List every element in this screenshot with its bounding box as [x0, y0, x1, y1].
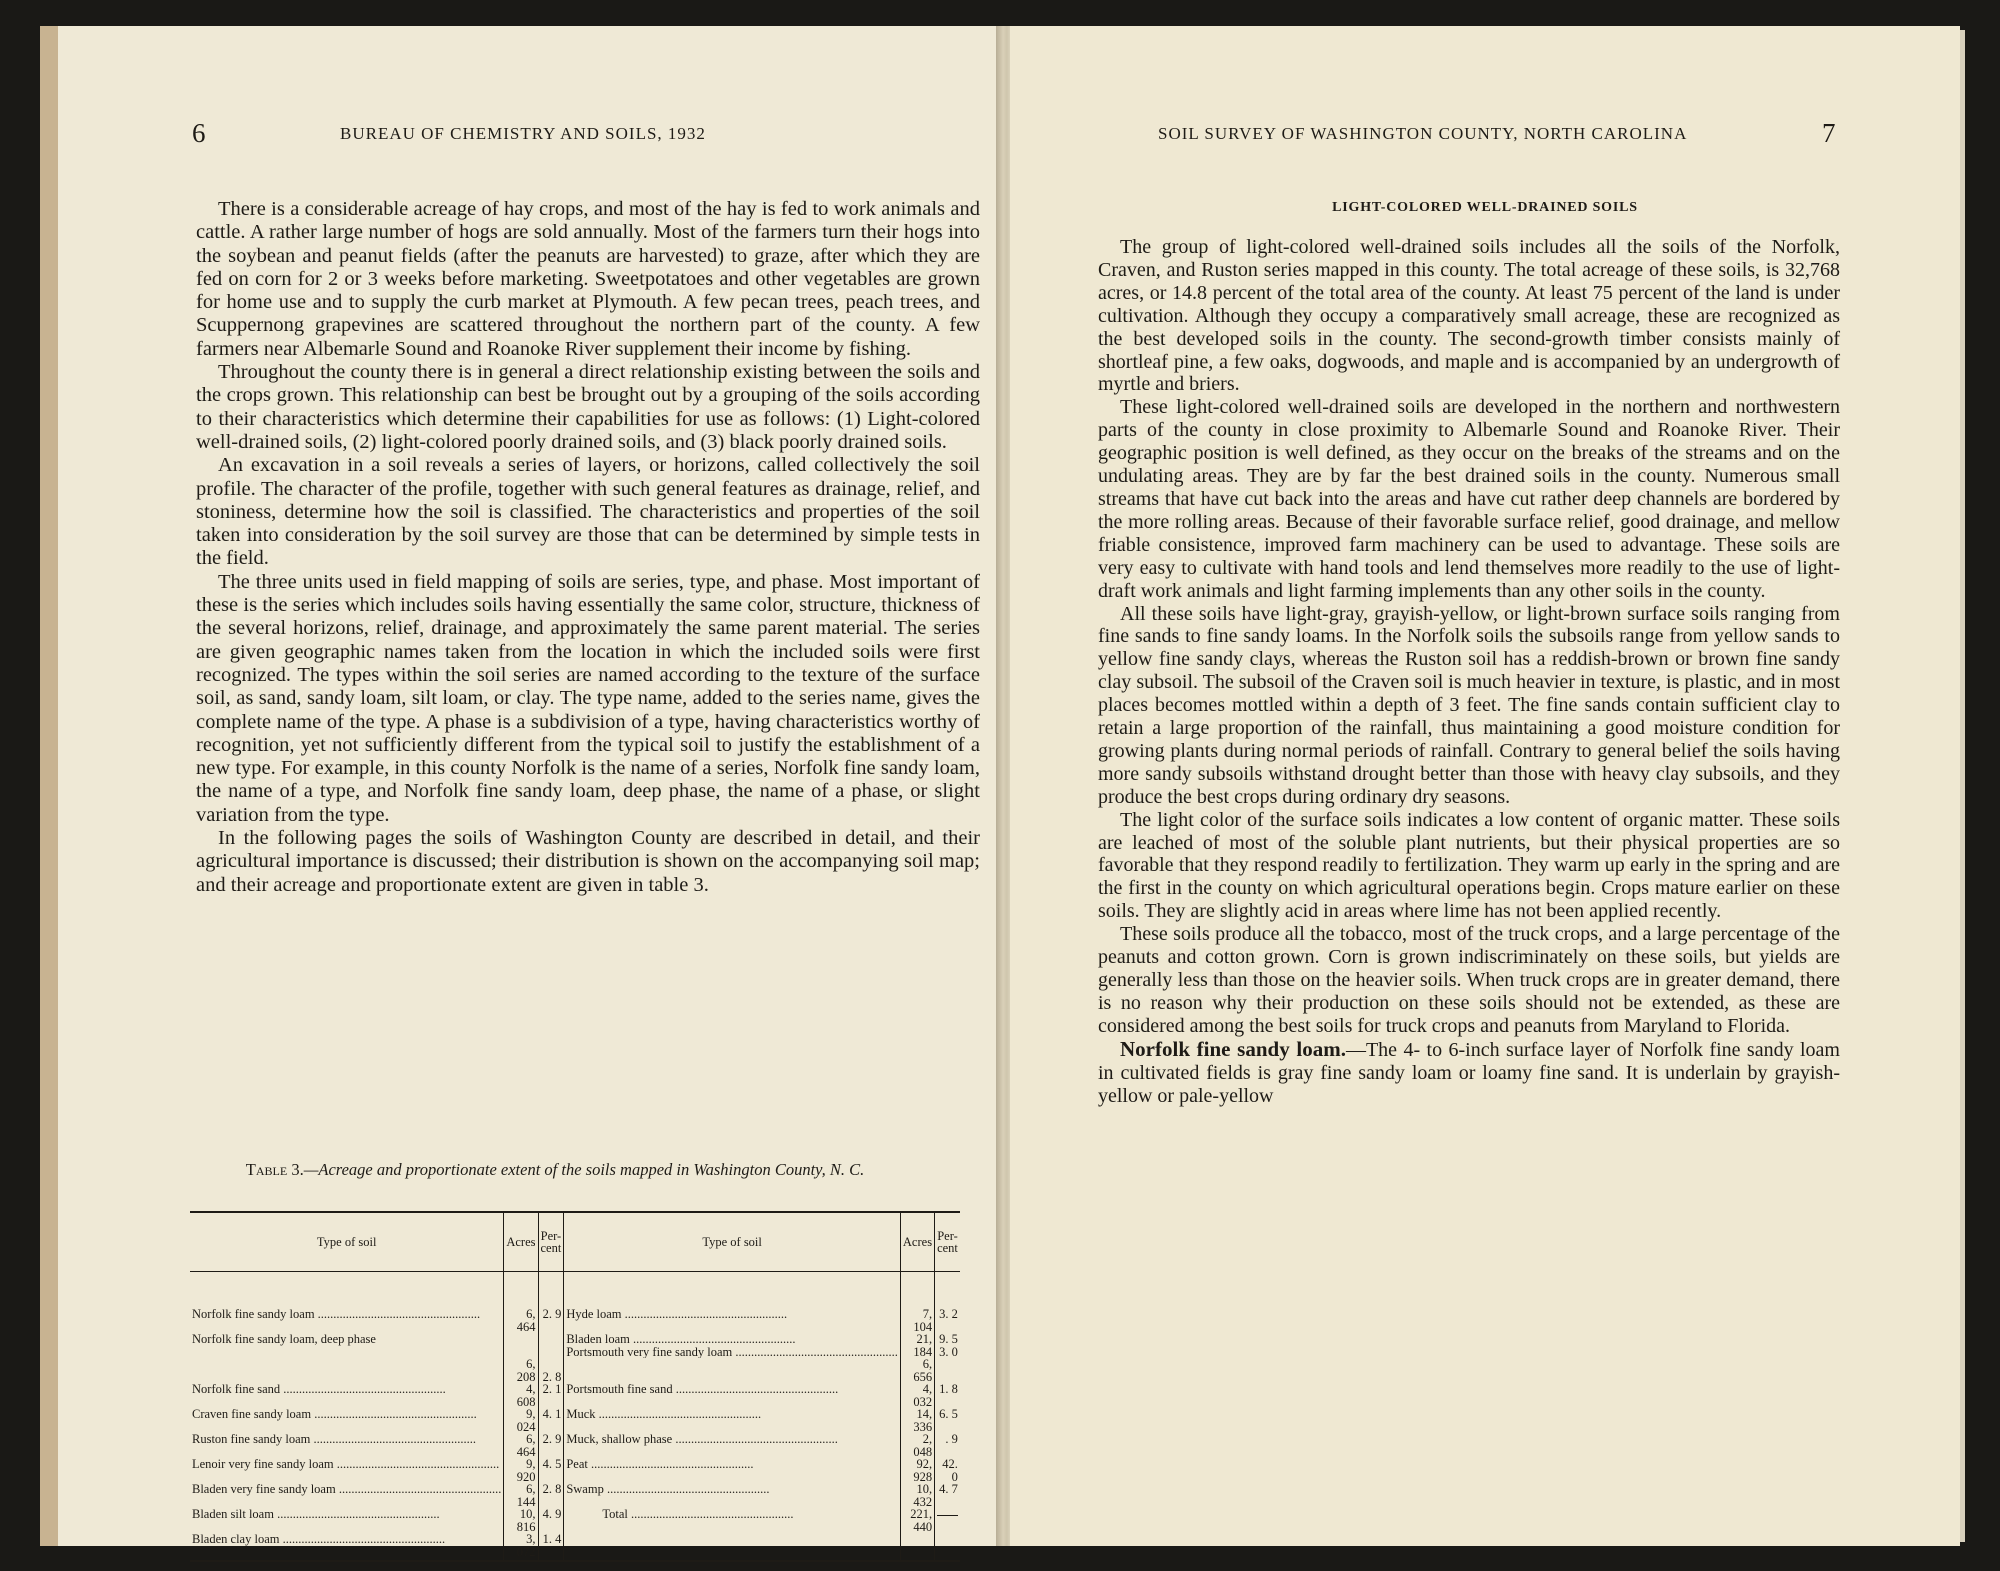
subsection-heading: Norfolk fine sandy loam.: [1120, 1036, 1346, 1061]
table-row: [190, 1483, 960, 1508]
soil-name: Norfolk fine sand .....: [192, 1383, 501, 1396]
table-row: [190, 1333, 960, 1383]
column-header: Type of soil: [564, 1212, 901, 1272]
acres-value: 9, 024: [504, 1408, 538, 1433]
soil-name: Bladen clay loam .....: [192, 1533, 501, 1546]
percent-value: 2. 1: [538, 1383, 564, 1408]
percent-value: 2. 9: [538, 1272, 564, 1334]
soil-name: Swamp .....: [566, 1483, 898, 1496]
paragraph: Throughout the county there is in general a direct relationship existing between the soils and the crops grown. This relationship can best be brought out by a grouping of the soils according to their characteristics which determine their capabilities for use as follows: (1) Light-colored well-drained soils, (2) light-colored poorly drained soils, and (3) black poorly drained soils.: [196, 361, 980, 453]
paragraph: In the following pages the soils of Washington County are described in detail, and their agricultural importance is discussed; their distribution is shown on the accompanying soil map; and their acreage and proportionate extent are given in table 3.: [196, 827, 980, 896]
acres-value: 9, 920: [504, 1458, 538, 1483]
percent-value: 2. 8: [538, 1483, 564, 1508]
acres-value: 6, 208: [504, 1333, 538, 1383]
table-row: [190, 1408, 960, 1433]
soil-name: Muck, shallow phase .....: [566, 1433, 898, 1446]
percent-value: 2. 8: [538, 1333, 564, 1383]
acres-value: 4, 032: [900, 1383, 934, 1408]
page-number: 6: [192, 118, 206, 148]
table-caption-label: Table 3.: [245, 1160, 304, 1179]
paragraph: An excavation in a soil reveals a series of layers, or horizons, called collectively the soil profile. The character of the profile, together with such general features as drainage, relief, and stoniness, determine how the soil is classified. The characteristics and properties of the soil taken into consideration by the soil survey are those that can be determined by simple tests in the field.: [196, 454, 980, 570]
acres-value: 6, 464: [504, 1433, 538, 1458]
table-row: [190, 1458, 960, 1483]
paragraph-text: —The 4- to 6-inch surface layer of Norfolk fine sandy loam in cultivated fields is gray fine sandy loam or loamy fine sand. It is underlain by grayish-yellow or pale-yellow: [1098, 1038, 1840, 1107]
column-header: Per-cent: [935, 1212, 960, 1272]
soil-table: [190, 1211, 960, 1562]
left-page: [58, 26, 1000, 1559]
acres-value: 14, 336: [900, 1408, 934, 1433]
soil-name: Ruston fine sandy loam .....: [192, 1433, 501, 1446]
soil-name: Norfolk fine sandy loam .....: [192, 1308, 501, 1321]
table-row: [190, 1383, 960, 1408]
soil-name: Peat .....: [566, 1458, 898, 1471]
percent-value: 1. 4: [538, 1533, 564, 1561]
soil-name: Craven fine sandy loam .....: [192, 1408, 501, 1421]
soil-name: Muck .....: [566, 1408, 898, 1421]
total-percent: [935, 1508, 960, 1533]
soil-name: Portsmouth very fine sandy loam .....: [566, 1346, 898, 1359]
acres-value: 7, 104: [900, 1272, 934, 1334]
table-row: [190, 1533, 960, 1561]
percent-value: 1. 8: [939, 1382, 958, 1396]
table-row: [190, 1433, 960, 1458]
column-header: Per-cent: [538, 1212, 564, 1272]
acres-value: 6, 464: [504, 1272, 538, 1334]
acres-value: [900, 1333, 934, 1383]
soil-name: Bladen silt loam .....: [192, 1508, 501, 1521]
paragraph: The light color of the surface soils indicates a low content of organic matter. These soils are leached of most of the soluble plant nutrients, but their physical properties are so favorable that they respond readily to fertilization. They warm up early in the spring and are the first in the county on which agricultural operations begin. Crops mature earlier on these soils. They are slightly acid in areas where lime has not been applied recently.: [1098, 808, 1840, 923]
acres-value: 10, 432: [900, 1483, 934, 1508]
table-caption: [190, 1160, 920, 1180]
soil-name: Norfolk fine sandy loam, deep phase: [192, 1333, 376, 1346]
column-header: Type of soil: [190, 1212, 504, 1272]
percent-value: . 9: [945, 1432, 958, 1446]
percent-value: [935, 1333, 960, 1383]
percent-value: 4. 5: [538, 1458, 564, 1483]
paragraph: All these soils have light-gray, grayish-yellow, or light-brown surface soils ranging from fine sands to fine sandy loams. In the Norfolk soils the subsoils range from yellow sands to yellow fine sandy clays, whereas the Ruston soil has a reddish-brown or brown fine sandy clay subsoil. The subsoil of the Craven soil is much heavier in texture, is plastic, and in most places becomes mottled within a depth of 3 feet. The fine sands contain sufficient clay to retain a large proportion of the rainfall, thus maintaining a good moisture condition for growing plants during normal periods of rainfall. Contrary to general belief the soils having more sandy subsoils withstand drought better than those with heavy clay subsoils, and they produce the best crops during ordinary dry seasons.: [1098, 602, 1840, 808]
paragraph: [1098, 1038, 1840, 1108]
acres-value: 10, 816: [504, 1508, 538, 1533]
acres-value: 3, 072: [504, 1533, 538, 1561]
acres-value: 6, 144: [504, 1483, 538, 1508]
column-header: Acres: [900, 1212, 934, 1272]
soil-name: Bladen very fine sandy loam .....: [192, 1483, 501, 1496]
table-row: [190, 1272, 960, 1334]
paragraph: These soils produce all the tobacco, most of the truck crops, and a large percentage of the peanuts and cotton grown. Corn is grown indiscriminately on these soils, but yields are generally less than those on the heavier soils. When truck crops are in greater demand, there is no reason why their production on these soils should not be extended, as these are considered among the best soils for truck crops and peanuts from Maryland to Florida.: [1098, 923, 1840, 1037]
paragraph: There is a considerable acreage of hay crops, and most of the hay is fed to work animals and cattle. A rather large number of hogs are sold annually. Most of the farmers turn their hogs into the soybean and peanut fields (after the peanuts are harvested) to graze, after which they are fed on corn for 2 or 3 weeks before marketing. Sweetpotatoes and other vegetables are grown for home use and to supply the curb market at Plymouth. A few pecan trees, peach trees, and Scuppernong grapevines are scattered throughout the northern part of the county. A few farmers near Albemarle Sound and Roanoke River supplement their income by fishing.: [196, 198, 980, 360]
paragraph: The group of light-colored well-drained soils includes all the soils of the Norfolk, Craven, and Ruston series mapped in this county. The total acreage of these soils, is 32,768 acres, or 14.8 percent of the total area of the county. At least 75 percent of the land is under cultivation. Although they occupy a comparatively small acreage, these are recognized as the best developed soils in the county. The second-growth timber consists mainly of shortleaf pine, a few oaks, dogwoods, and maple and is accompanied by an undergrowth of myrtle and briers.: [1098, 236, 1840, 396]
running-head: SOIL SURVEY OF WASHINGTON COUNTY, NORTH CAROLINA: [1158, 124, 1688, 143]
percent-value: 4. 7: [939, 1482, 958, 1496]
percent-value: 42. 0: [942, 1457, 958, 1484]
percent-value: 2. 9: [538, 1433, 564, 1458]
body-text: [196, 198, 980, 897]
soil-name: Hyde loam .....: [566, 1308, 898, 1321]
paragraph: The three units used in field mapping of soils are series, type, and phase. Most important of these is the series which includes soils having essentially the same color, structure, thickness of the several horizons, relief, drainage, and approximately the same parent material. The series are given geographic names taken from the location in which the included soils were first recognized. The types within the soil series are named according to the texture of the surface soil, as sand, sandy loam, silt loam, or clay. The type name, added to the series name, gives the complete name of the type. A phase is a subdivision of a type, having characteristics worthy of recognition, yet not sufficiently different from the typical soil to justify the establishment of a new type. For example, in this county Norfolk is the name of a series, Norfolk fine sandy loam, the name of a type, and Norfolk fine sandy loam, deep phase, the name of a phase, or slight variation from the type.: [196, 570, 980, 826]
acres-value: 4, 608: [504, 1383, 538, 1408]
column-header: Acres: [504, 1212, 538, 1272]
right-page: [1010, 26, 1960, 1546]
percent-value: 4. 1: [538, 1408, 564, 1433]
paragraph: These light-colored well-drained soils are developed in the northern and northwestern parts of the county in close proximity to Albemarle Sound and Roanoke River. Their geographic position is well defined, as they occur on the breaks of the streams and on the undulating areas. They are by far the best drained soils in the county. Numerous small streams that have cut back into the areas and have cut rather deep channels are bordered by the more rolling areas. Because of their favorable surface relief, good drainage, and mellow friable consistence, improved farm machinery can be used to advantage. These soils are very easy to cultivate with hand tools and lend themselves more readily to the use of light-draft work animals and light farming implements than any other soils in the county.: [1098, 396, 1840, 602]
acres-value: 2, 048: [900, 1433, 934, 1458]
soil-name: Lenoir very fine sandy loam .....: [192, 1458, 501, 1471]
total-label: Total .....: [602, 1508, 898, 1521]
percent-value: 3. 2: [939, 1307, 958, 1321]
soil-name: Bladen loam .....: [566, 1333, 898, 1346]
table-row: [190, 1508, 960, 1533]
percent-value: 3. 0: [939, 1344, 958, 1359]
acres-value: 21, 184: [913, 1332, 933, 1359]
percent-value: 4. 9: [538, 1508, 564, 1533]
page-number: 7: [1822, 118, 1836, 148]
acres-value: 6, 656: [913, 1357, 933, 1384]
section-title: LIGHT-COLORED WELL-DRAINED SOILS: [1332, 200, 1638, 215]
percent-value: 6. 5: [939, 1407, 958, 1421]
running-head: BUREAU OF CHEMISTRY AND SOILS, 1932: [340, 124, 706, 143]
total-acres: 221, 440: [900, 1508, 934, 1533]
body-text: [1098, 236, 1840, 1107]
soil-name: Portsmouth fine sand .....: [566, 1383, 898, 1396]
table-caption-text: —Acreage and proportionate extent of the soils mapped in Washington County, N. C.: [303, 1160, 865, 1179]
acres-value: 92, 928: [900, 1458, 934, 1483]
percent-value: 9. 5: [939, 1332, 958, 1346]
